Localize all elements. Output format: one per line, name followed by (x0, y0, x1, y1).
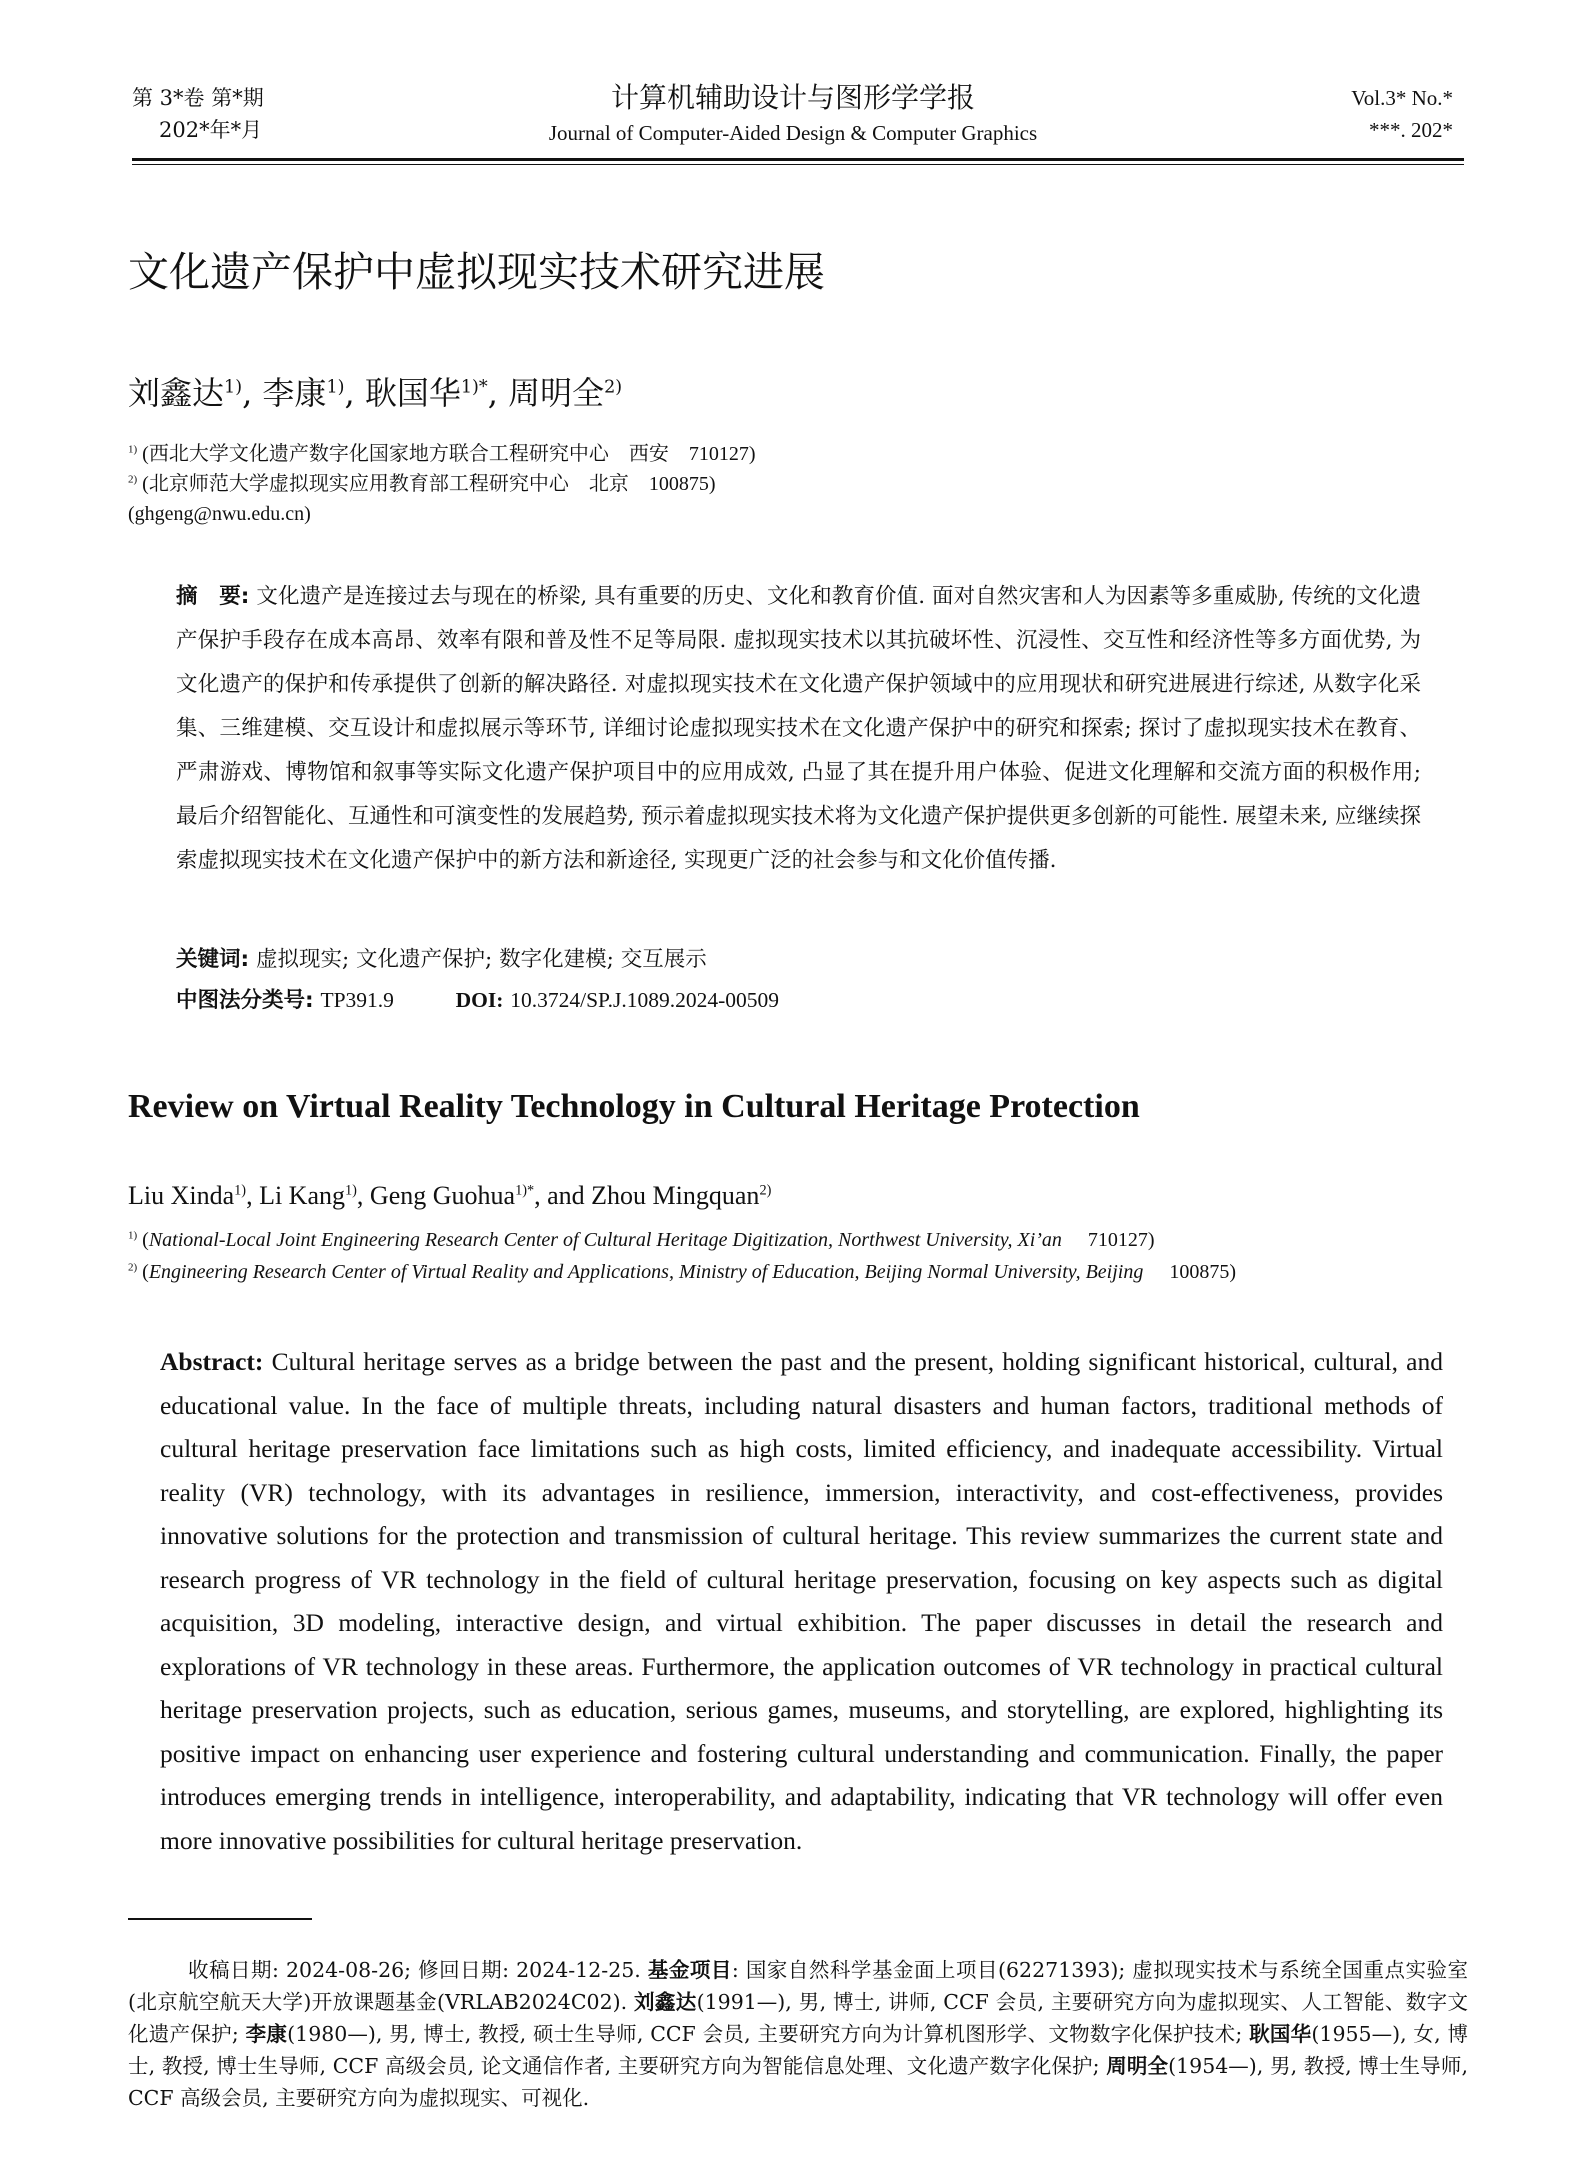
affiliation-en-2: $^{2)}$ (Engineering Research Center of Virtual Reality and Applications, Ministry of Education, Beijing Normal University, Beijing 100875) (128, 1261, 1237, 1283)
authors-en: Liu Xinda$^{1)}$, Li Kang$^{1)}$, Geng Guohua$^{1)*}$, and Zhou Mingquan$^{2)}$ (128, 1181, 772, 1210)
author-sup: 1)* (515, 1182, 535, 1199)
fn-dates: 收稿日期: 2024-08-26; 修回日期: 2024-12-25. (188, 1958, 648, 1982)
header-rule-thin (132, 164, 1464, 165)
fn-author-4-bio: (1954—), 男, 教授, 博士生导师, CCF 高级会员, 主要研究方向为虚拟现实、可视化. (128, 2054, 1469, 2110)
clc-value: TP391.9 (320, 988, 394, 1012)
author-sup: 1) (234, 1182, 247, 1199)
aff-text: (北京师范大学虚拟现实应用教育部工程研究中心 北京 100875) (142, 473, 716, 495)
author-cn: 李康 (262, 374, 327, 412)
journal-name-cn: 计算机辅助设计与图形学学报 (610, 81, 975, 114)
authors-cn: 刘鑫达$^{1)}$, 李康$^{1)}$, 耿国华$^{1)*}$, 周明全$^{2)}$ (128, 374, 623, 412)
keywords-cn (176, 945, 1416, 975)
aff-sup: 1) (128, 443, 138, 456)
fn-author-4: 周明全 (1106, 2054, 1169, 2078)
fn-author-1: 刘鑫达 (634, 1990, 697, 2014)
header-date: 202*年*月 (159, 118, 263, 142)
clc-label: 中图法分类号: (176, 988, 314, 1013)
footnote (128, 1954, 1468, 2114)
paper-title-cn: 文化遗产保护中虚拟现实技术研究进展 (128, 248, 825, 296)
abstract-en-label: Abstract: (160, 1347, 264, 1376)
journal-name-en: Journal of Computer-Aided Design & Computer Graphics (548, 121, 1038, 145)
keywords-cn-text: 虚拟现实; 文化遗产保护; 数字化建模; 交互展示 (255, 947, 707, 972)
header-vol-no: Vol.3* No.* (1351, 86, 1453, 110)
authors-and: and (547, 1181, 585, 1210)
header-year: ***. 202* (1369, 118, 1453, 142)
author-cn: 周明全 (508, 374, 605, 412)
doi-value: 10.3724/SP.J.1089.2024-00509 (510, 988, 780, 1012)
fn-author-3: 耿国华 (1249, 2022, 1312, 2046)
author-sup: 1) (224, 377, 243, 398)
author-cn: 刘鑫达 (128, 374, 225, 412)
abstract-en (160, 1340, 1443, 1862)
header-volume-issue: 第 3*卷 第*期 (132, 86, 264, 110)
aff-text: (西北大学文化遗产数字化国家地方联合工程研究中心 西安 710127) (142, 443, 756, 465)
header-rule-thick (132, 158, 1464, 161)
footnote-rule (128, 1918, 312, 1920)
affiliation-en-1: $^{1)}$ (National-Local Joint Engineering Research Center of Cultural Heritage Digitization, Northwest University, Xi’an 710127) (128, 1229, 1155, 1251)
header-right (1351, 82, 1453, 146)
aff-code: 710127 (1087, 1229, 1148, 1251)
classification-line (176, 985, 1416, 1016)
author-email: (ghgeng@nwu.edu.cn) (128, 503, 311, 525)
aff-code: 100875 (1169, 1261, 1230, 1283)
fn-fund-label: 基金项目 (647, 1958, 732, 1982)
affiliation-cn-2 (128, 470, 716, 498)
abstract-cn-text: 文化遗产是连接过去与现在的桥梁, 具有重要的历史、文化和教育价值. 面对自然灾害和人为因素等多重威胁, 传统的文化遗产保护手段存在成本高昂、效率有限和普及性不足等局限. 虚拟现实技术以其抗破坏性、沉浸性、交互性和经济性等多方面优势, 为文化遗产的保护和传承提供了创新的解决路径. 对虚拟现实技术在文化遗产保护领域中的应用现状和研究进展进行综述, 从数字化采集、三维建模、交互设计和虚拟展示等环节, 详细讨论虚拟现实技术在文化遗产保护中的研究和探索; 探讨了虚拟现实技术在教育、严肃游戏、博物馆和叙事等实际文化遗产保护项目中的应用成效, 凸显了其在提升用户体验、促进文化理解和交流方面的积极作用; 最后介绍智能化、互通性和可演变性的发展趋势, 预示着虚拟现实技术将为文化遗产保护提供更多创新的可能性. 展望未来, 应继续探索虚拟现实技术在文化遗产保护中的新方法和新途径, 实现更广泛的社会参与和文化价值传播. (176, 584, 1422, 873)
fn-fund: : 国家自然科学基金面上项目(62271393); 虚拟现实技术与系统全国重点实验室(北京航空航天大学)开放课题基金(VRLAB2024C02). (128, 1958, 1468, 2014)
abstract-cn (176, 575, 1421, 883)
header-journal (500, 78, 1086, 148)
fn-author-1-bio: (1991—), 男, 博士, 讲师, CCF 会员, 主要研究方向为虚拟现实、人工智能、数字文化遗产保护; (128, 1990, 1468, 2046)
aff-text: Engineering Research Center of Virtual Reality and Applications, Ministry of Education, Beijing Normal University, Beijing (148, 1261, 1144, 1283)
doi-label: DOI: (455, 988, 504, 1012)
aff-sup: 2) (128, 473, 138, 486)
author-sup: 1) (326, 377, 345, 398)
author-en: Liu Xinda (128, 1181, 235, 1210)
fn-author-2: 李康 (245, 2022, 288, 2046)
header-left (132, 82, 264, 146)
abstract-cn-label: 摘 要: (176, 584, 250, 609)
aff-sup: 2) (128, 1261, 138, 1274)
author-sup: 1) (345, 1182, 357, 1199)
author-sup: 2) (759, 1182, 772, 1199)
author-en: Geng Guohua (369, 1181, 516, 1210)
author-en: Li Kang (259, 1181, 345, 1210)
paper-title-en: Review on Virtual Reality Technology in Cultural Heritage Protection (128, 1088, 1140, 1125)
affiliation-cn-1 (128, 440, 756, 468)
author-cn: 耿国华 (364, 374, 461, 412)
keywords-cn-label: 关键词: (176, 947, 250, 972)
fn-author-3-bio: (1955—), 女, 博士, 教授, 博士生导师, CCF 高级会员, 论文通信作者, 主要研究方向为智能信息处理、文化遗产数字化保护; (128, 2022, 1468, 2078)
fn-author-2-bio: (1980—), 男, 博士, 教授, 硕士生导师, CCF 会员, 主要研究方向为计算机图形学、文物数字化保护技术; (287, 2022, 1250, 2046)
author-sup: 2) (604, 377, 623, 398)
aff-text: National-Local Joint Engineering Research Center of Cultural Heritage Digitization, Northwest University, Xi’an (148, 1229, 1062, 1251)
abstract-en-text: Cultural heritage serves as a bridge between the past and the present, holding significant historical, cultural, and educational value. In the face of multiple threats, including natural disasters and human factors, traditional methods of cultural heritage preservation face limitations such as high costs, limited efficiency, and inadequate accessibility. Virtual reality (VR) technology, with its advantages in resilience, immersion, interactivity, and cost-effectiveness, provides innovative solutions for the protection and transmission of cultural heritage. This review summarizes the current state and research progress of VR technology in the field of cultural heritage preservation, focusing on key aspects such as digital acquisition, 3D modeling, interactive design, and virtual exhibition. The paper discusses in detail the research and explorations of VR technology in these areas. Furthermore, the application outcomes of VR technology in practical cultural heritage preservation projects, such as education, serious games, museums, and storytelling, are explored, highlighting its positive impact on enhancing user experience and fostering cultural understanding and communication. Finally, the paper introduces emerging trends in intelligence, interoperability, and adaptability, indicating that VR technology will offer even more innovative possibilities for cultural heritage preservation. (160, 1347, 1443, 1855)
author-sup: 1)* (460, 377, 488, 398)
author-en: Zhou Mingquan (591, 1181, 760, 1210)
aff-sup: 1) (128, 1229, 138, 1242)
